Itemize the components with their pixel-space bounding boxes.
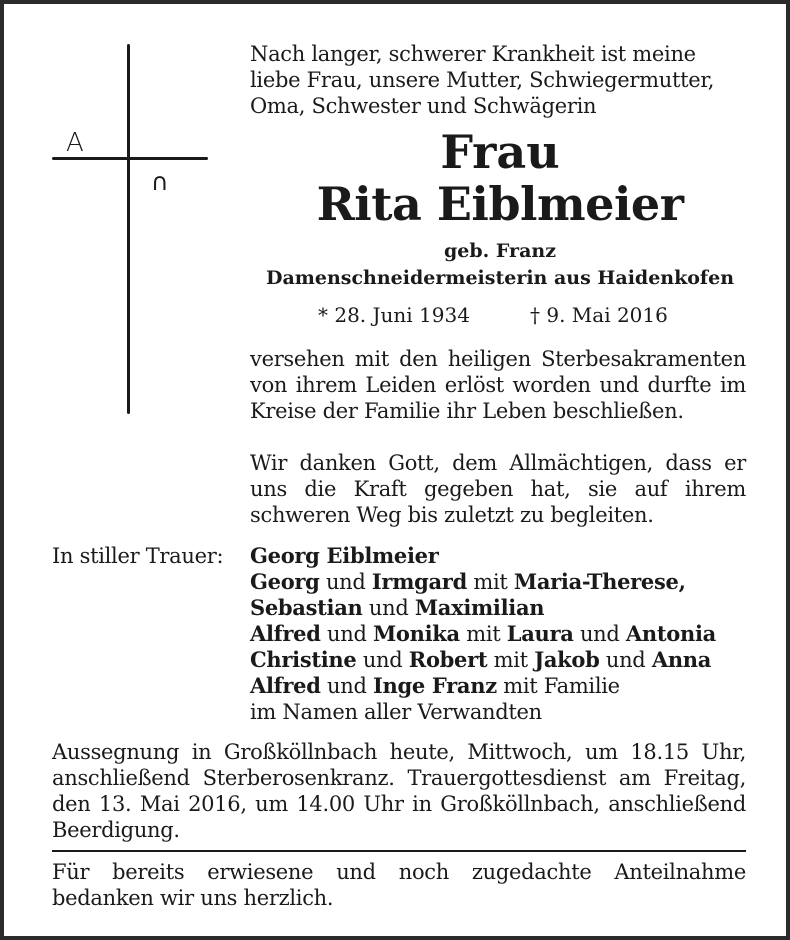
mourner-name: Alfred xyxy=(250,621,321,646)
thanks-to-god-paragraph: Wir danken Gott, dem Allmächtigen, dass er uns die Kraft gegeben hat, sie auf ihrem schweren Weg bis zuletzt zu begleiten. xyxy=(250,451,746,527)
mourner-name: Georg Eiblmeier xyxy=(250,543,439,568)
mourner-name: Alfred xyxy=(250,673,321,698)
mourner-text: und xyxy=(319,570,372,594)
profession: Damenschneidermeisterin aus Haidenkofen xyxy=(265,267,735,289)
mourner-name: Laura xyxy=(506,621,574,646)
mourner-line xyxy=(250,673,750,699)
mourner-name: Antonia xyxy=(625,621,716,646)
deceased-name: Rita Eiblmeier xyxy=(316,177,684,231)
intro-text: Nach langer, schwerer Krankheit ist meine liebe Frau, unsere Mutter, Schwiegermutter, Oma, Schwester und Schwägerin xyxy=(250,42,715,118)
mourner-line xyxy=(250,569,750,595)
birth-date: * 28. Juni 1934 xyxy=(318,303,470,327)
thanks-note: Für bereits erwiesene und noch zugedachte Anteilnahme bedanken wir uns herzlich. xyxy=(52,860,746,910)
mourner-line xyxy=(250,543,750,569)
salutation: Frau xyxy=(440,125,560,179)
mourner-name: Georg xyxy=(250,569,320,594)
mourner-text: im Namen aller Verwandten xyxy=(250,700,542,724)
mourner-text: mit xyxy=(466,570,514,594)
birth-name: geb. Franz xyxy=(444,240,556,262)
sacraments-paragraph: versehen mit den heiligen Sterbesakramenten von ihrem Leiden erlöst worden und durfte im Kreise der Familie ihr Leben beschließen. xyxy=(250,347,746,423)
mourner-name: Robert xyxy=(408,647,488,672)
mourner-name: Jakob xyxy=(534,647,600,672)
mourner-text: mit xyxy=(487,648,535,672)
mourner-name: Monika xyxy=(372,621,460,646)
mourner-text: und xyxy=(362,596,415,620)
mourners-list xyxy=(250,543,750,725)
mourning-label: In stiller Trauer: xyxy=(52,544,224,568)
mourner-text: und xyxy=(320,622,373,646)
mourner-line xyxy=(250,621,750,647)
mourner-text: und xyxy=(573,622,626,646)
mourner-text: und xyxy=(599,648,652,672)
mourner-line xyxy=(250,647,750,673)
mourner-name: Irmgard xyxy=(371,569,467,594)
mourner-text: und xyxy=(356,648,409,672)
funeral-service-info: Aussegnung in Großköllnbach heute, Mittwoch, um 18.15 Uhr, anschließend Sterberosenkranz. Trauergottesdienst am Freitag, den 13. Mai 2016, um 14.00 Uhr in Großköllnbach, anschließend Beerdigung. xyxy=(52,740,746,842)
mourner-name: Anna xyxy=(651,647,712,672)
alpha-symbol: A xyxy=(66,128,84,158)
death-date: † 9. Mai 2016 xyxy=(530,303,668,327)
mourner-name: Inge Franz xyxy=(372,673,497,698)
mourner-text: mit xyxy=(459,622,507,646)
mourner-text: mit Familie xyxy=(496,674,620,698)
mourner-name: Christine xyxy=(250,647,357,672)
mourner-name: Sebastian xyxy=(250,595,363,620)
mourner-name: Maximilian xyxy=(414,595,545,620)
mourner-name: Maria-Therese, xyxy=(513,569,686,594)
omega-symbol: ∩ xyxy=(151,168,169,196)
divider xyxy=(52,850,746,852)
mourner-text: und xyxy=(320,674,373,698)
mourner-line xyxy=(250,595,750,621)
mourner-line xyxy=(250,699,750,725)
cross-icon xyxy=(127,44,130,414)
